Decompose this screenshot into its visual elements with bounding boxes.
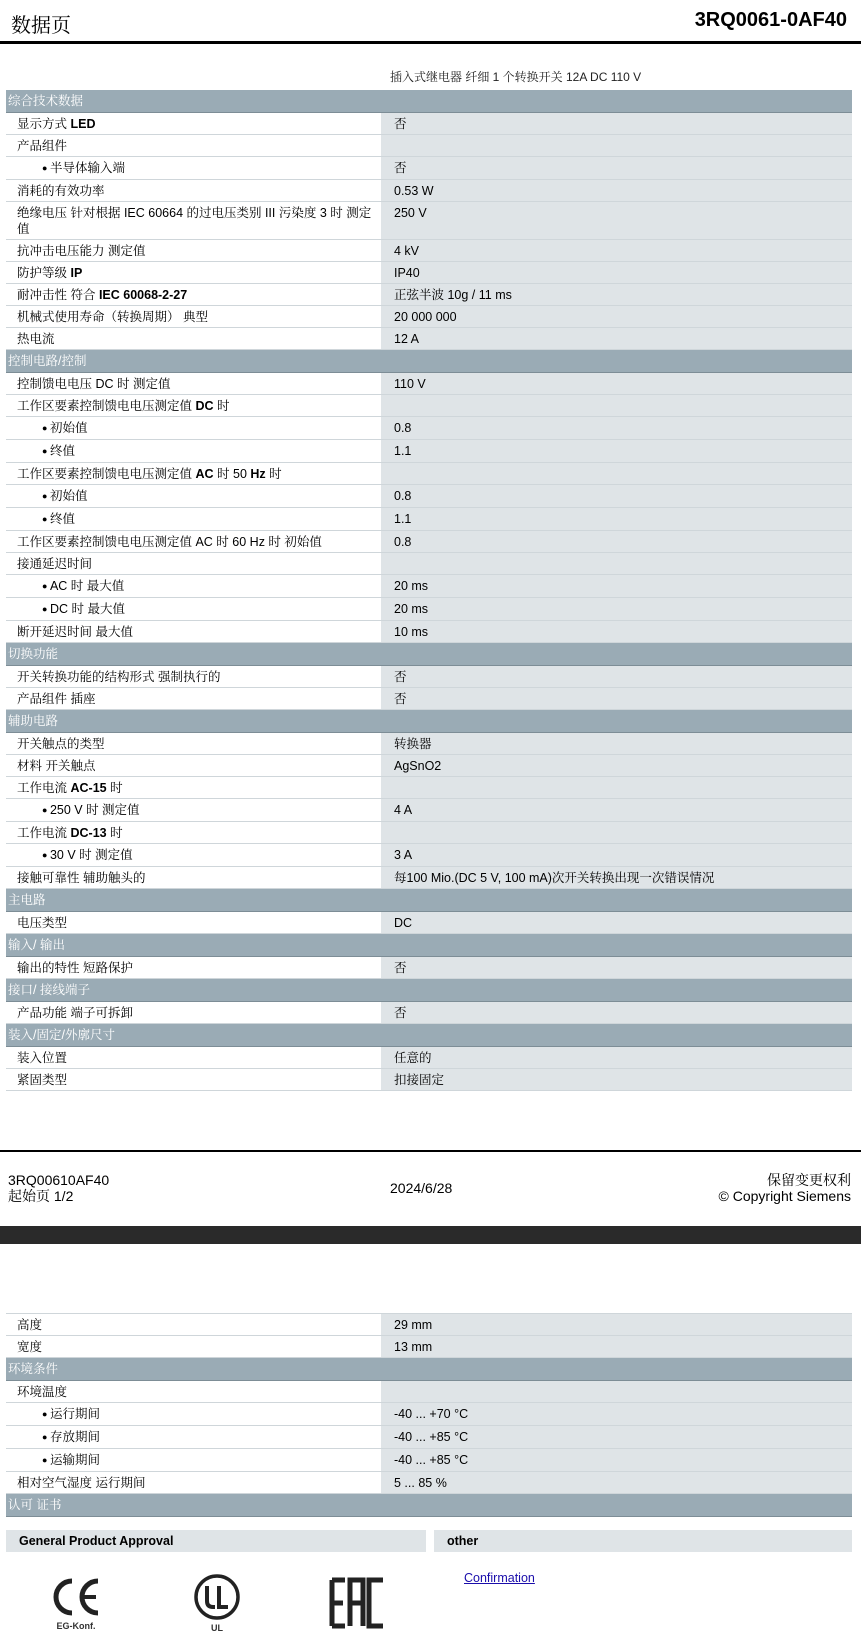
spec-key: 相对空气湿度 运行期间 (6, 1472, 381, 1493)
spec-key: 机械式使用寿命（转换周期） 典型 (6, 306, 381, 327)
spec-value: -40 ... +85 °C (381, 1426, 852, 1448)
spec-row (6, 1002, 852, 1024)
section-header: 辅助电路 (6, 710, 852, 733)
product-code: 3RQ0061-0AF40 (694, 9, 847, 31)
spec-row (6, 240, 852, 262)
spec-value: DC (381, 912, 852, 933)
section-header: 综合技术数据 (6, 90, 852, 113)
spec-key: ● 半导体输入端 (6, 157, 381, 179)
spec-row (6, 1472, 852, 1494)
spec-row (6, 621, 852, 643)
spec-key: 工作区要素控制馈电电压测定值 AC 时 60 Hz 时 初始值 (6, 531, 381, 552)
spec-value: -40 ... +70 °C (381, 1403, 852, 1425)
spec-value: 29 mm (381, 1314, 852, 1335)
spec-row (6, 440, 852, 463)
spec-value (381, 395, 852, 416)
spec-row (6, 113, 852, 135)
spec-row (6, 733, 852, 755)
spec-key: ● 终值 (6, 440, 381, 462)
ce-mark-icon (50, 1577, 104, 1617)
spec-value: 20 000 000 (381, 306, 852, 327)
spec-value (381, 822, 852, 843)
footer-rights: 保留变更权利 (767, 1172, 851, 1188)
spec-value: 5 ... 85 % (381, 1472, 852, 1493)
spec-value: 1.1 (381, 440, 852, 462)
spec-row (6, 867, 852, 889)
spec-row (6, 328, 852, 350)
spec-key: 材料 开关触点 (6, 755, 381, 776)
spec-value: 否 (381, 1002, 852, 1023)
spec-key: 环境温度 (6, 1381, 381, 1402)
spec-value: 0.8 (381, 417, 852, 439)
spec-key: 显示方式 LED (6, 113, 381, 134)
spec-value: 否 (381, 113, 852, 134)
spec-value: 否 (381, 157, 852, 179)
spec-value: 12 A (381, 328, 852, 349)
spec-row (6, 1449, 852, 1472)
spec-key: 输出的特性 短路保护 (6, 957, 381, 978)
spec-row (6, 284, 852, 306)
spec-value (381, 463, 852, 484)
section-header: 输入/ 输出 (6, 934, 852, 957)
spec-key: 工作区要素控制馈电电压测定值 DC 时 (6, 395, 381, 416)
spec-value: 0.8 (381, 531, 852, 552)
doc-label: 数据页 (11, 15, 71, 37)
ul-caption: UL (211, 1623, 223, 1633)
spec-row (6, 157, 852, 180)
spec-key: 紧固类型 (6, 1069, 381, 1090)
footer-right (719, 1172, 851, 1204)
spec-value (381, 1381, 852, 1402)
spec-key: ● 250 V 时 测定值 (6, 799, 381, 821)
spec-value: 否 (381, 957, 852, 978)
spec-key: 开关转换功能的结构形式 强制执行的 (6, 666, 381, 687)
spec-row (6, 417, 852, 440)
spec-key: ● 终值 (6, 508, 381, 530)
page-footer (0, 1150, 861, 1230)
spec-value: 10 ms (381, 621, 852, 642)
spec-value: -40 ... +85 °C (381, 1449, 852, 1471)
spec-value: 4 A (381, 799, 852, 821)
spec-key: 防护等级 IP (6, 262, 381, 283)
spec-row (6, 1047, 852, 1069)
eac-mark-icon (329, 1577, 387, 1629)
confirmation-link[interactable]: Confirmation (464, 1571, 535, 1585)
spec-key: 工作电流 AC-15 时 (6, 777, 381, 798)
spec-key: 宽度 (6, 1336, 381, 1357)
spec-key: 控制馈电电压 DC 时 测定值 (6, 373, 381, 394)
spec-row (6, 912, 852, 934)
spec-value: 3 A (381, 844, 852, 866)
spec-value (381, 135, 852, 156)
spec-row (6, 373, 852, 395)
spec-value: 110 V (381, 373, 852, 394)
spec-key: ● AC 时 最大值 (6, 575, 381, 597)
spec-value: 转换器 (381, 733, 852, 754)
spec-row (6, 1314, 852, 1336)
spec-key: ● 初始值 (6, 417, 381, 439)
spec-key: 接触可靠性 辅助触头的 (6, 867, 381, 888)
spec-row (6, 135, 852, 157)
spec-value: 4 kV (381, 240, 852, 261)
spec-key: 工作电流 DC-13 时 (6, 822, 381, 843)
spec-value: IP40 (381, 262, 852, 283)
spec-row (6, 306, 852, 328)
spec-value: AgSnO2 (381, 755, 852, 776)
approval-col-general: General Product Approval (6, 1530, 426, 1552)
spec-value: 否 (381, 666, 852, 687)
footer-left (8, 1172, 109, 1204)
page-header (0, 0, 861, 44)
spec-key: 电压类型 (6, 912, 381, 933)
page-separator (0, 1226, 861, 1244)
spec-row (6, 395, 852, 417)
spec-key: 开关触点的类型 (6, 733, 381, 754)
spec-value: 0.8 (381, 485, 852, 507)
spec-key: 抗冲击电压能力 测定值 (6, 240, 381, 261)
spec-value: 1.1 (381, 508, 852, 530)
spec-key: ● 运输期间 (6, 1449, 381, 1471)
spec-key: 产品功能 端子可拆卸 (6, 1002, 381, 1023)
spec-value: 每100 Mio.(DC 5 V, 100 mA)次开关转换出现一次错误情况 (381, 867, 852, 888)
section-header: 装入/固定/外廓尺寸 (6, 1024, 852, 1047)
spec-value: 20 ms (381, 598, 852, 620)
spec-key: 装入位置 (6, 1047, 381, 1068)
spec-row (6, 822, 852, 844)
spec-value: 0.53 W (381, 180, 852, 201)
spec-row (6, 531, 852, 553)
spec-row (6, 180, 852, 202)
spec-row (6, 777, 852, 799)
spec-value: 正弦半波 10g / 11 ms (381, 284, 852, 305)
approval-col-other: other (434, 1530, 852, 1552)
spec-row (6, 1336, 852, 1358)
spec-key: 高度 (6, 1314, 381, 1335)
spec-row (6, 575, 852, 598)
ul-mark-icon (193, 1573, 241, 1621)
spec-key: ● 初始值 (6, 485, 381, 507)
spec-key: 绝缘电压 针对根据 IEC 60664 的过电压类别 III 污染度 3 时 测定值 (6, 202, 381, 239)
spec-row (6, 755, 852, 777)
spec-row (6, 508, 852, 531)
spec-row (6, 1426, 852, 1449)
spec-table-page-1 (6, 90, 852, 1091)
section-header: 主电路 (6, 889, 852, 912)
spec-key: ● DC 时 最大值 (6, 598, 381, 620)
spec-value: 250 V (381, 202, 852, 239)
spec-value: 13 mm (381, 1336, 852, 1357)
spec-row (6, 463, 852, 485)
product-description: 插入式继电器 纤细 1 个转换开关 12A DC 110 V (390, 70, 642, 84)
spec-row (6, 262, 852, 284)
spec-key: 断开延迟时间 最大值 (6, 621, 381, 642)
section-header: 认可 证书 (6, 1494, 852, 1517)
spec-value: 20 ms (381, 575, 852, 597)
spec-key: 工作区要素控制馈电电压测定值 AC 时 50 Hz 时 (6, 463, 381, 484)
spec-row (6, 598, 852, 621)
spec-row (6, 688, 852, 710)
spec-value: 扣接固定 (381, 1069, 852, 1090)
spec-row (6, 202, 852, 240)
spec-value: 任意的 (381, 1047, 852, 1068)
spec-row (6, 485, 852, 508)
approval-header (6, 1530, 852, 1552)
footer-date: 2024/6/28 (390, 1180, 453, 1196)
spec-value (381, 553, 852, 574)
spec-key: 热电流 (6, 328, 381, 349)
section-header: 控制电路/控制 (6, 350, 852, 373)
section-header: 环境条件 (6, 1358, 852, 1381)
spec-key: ● 运行期间 (6, 1403, 381, 1425)
spec-key: 耐冲击性 符合 IEC 60068-2-27 (6, 284, 381, 305)
spec-row (6, 1403, 852, 1426)
spec-key: ● 存放期间 (6, 1426, 381, 1448)
spec-key: 产品组件 (6, 135, 381, 156)
spec-row (6, 799, 852, 822)
section-header: 接口/ 接线端子 (6, 979, 852, 1002)
spec-value: 否 (381, 688, 852, 709)
spec-row (6, 1381, 852, 1403)
footer-copyright: © Copyright Siemens (718, 1188, 851, 1204)
ce-caption: EG-Konf. (56, 1621, 96, 1631)
spec-key: 接通延迟时间 (6, 553, 381, 574)
spec-key: 消耗的有效功率 (6, 180, 381, 201)
spec-row (6, 844, 852, 867)
spec-row (6, 553, 852, 575)
section-header: 切换功能 (6, 643, 852, 666)
footer-page: 起始页 1/2 (8, 1188, 74, 1204)
spec-row (6, 666, 852, 688)
spec-row (6, 1069, 852, 1091)
spec-key: 产品组件 插座 (6, 688, 381, 709)
spec-row (6, 957, 852, 979)
spec-key: ● 30 V 时 测定值 (6, 844, 381, 866)
footer-code: 3RQ00610AF40 (8, 1172, 110, 1188)
spec-value (381, 777, 852, 798)
spec-table-page-2 (6, 1313, 852, 1517)
